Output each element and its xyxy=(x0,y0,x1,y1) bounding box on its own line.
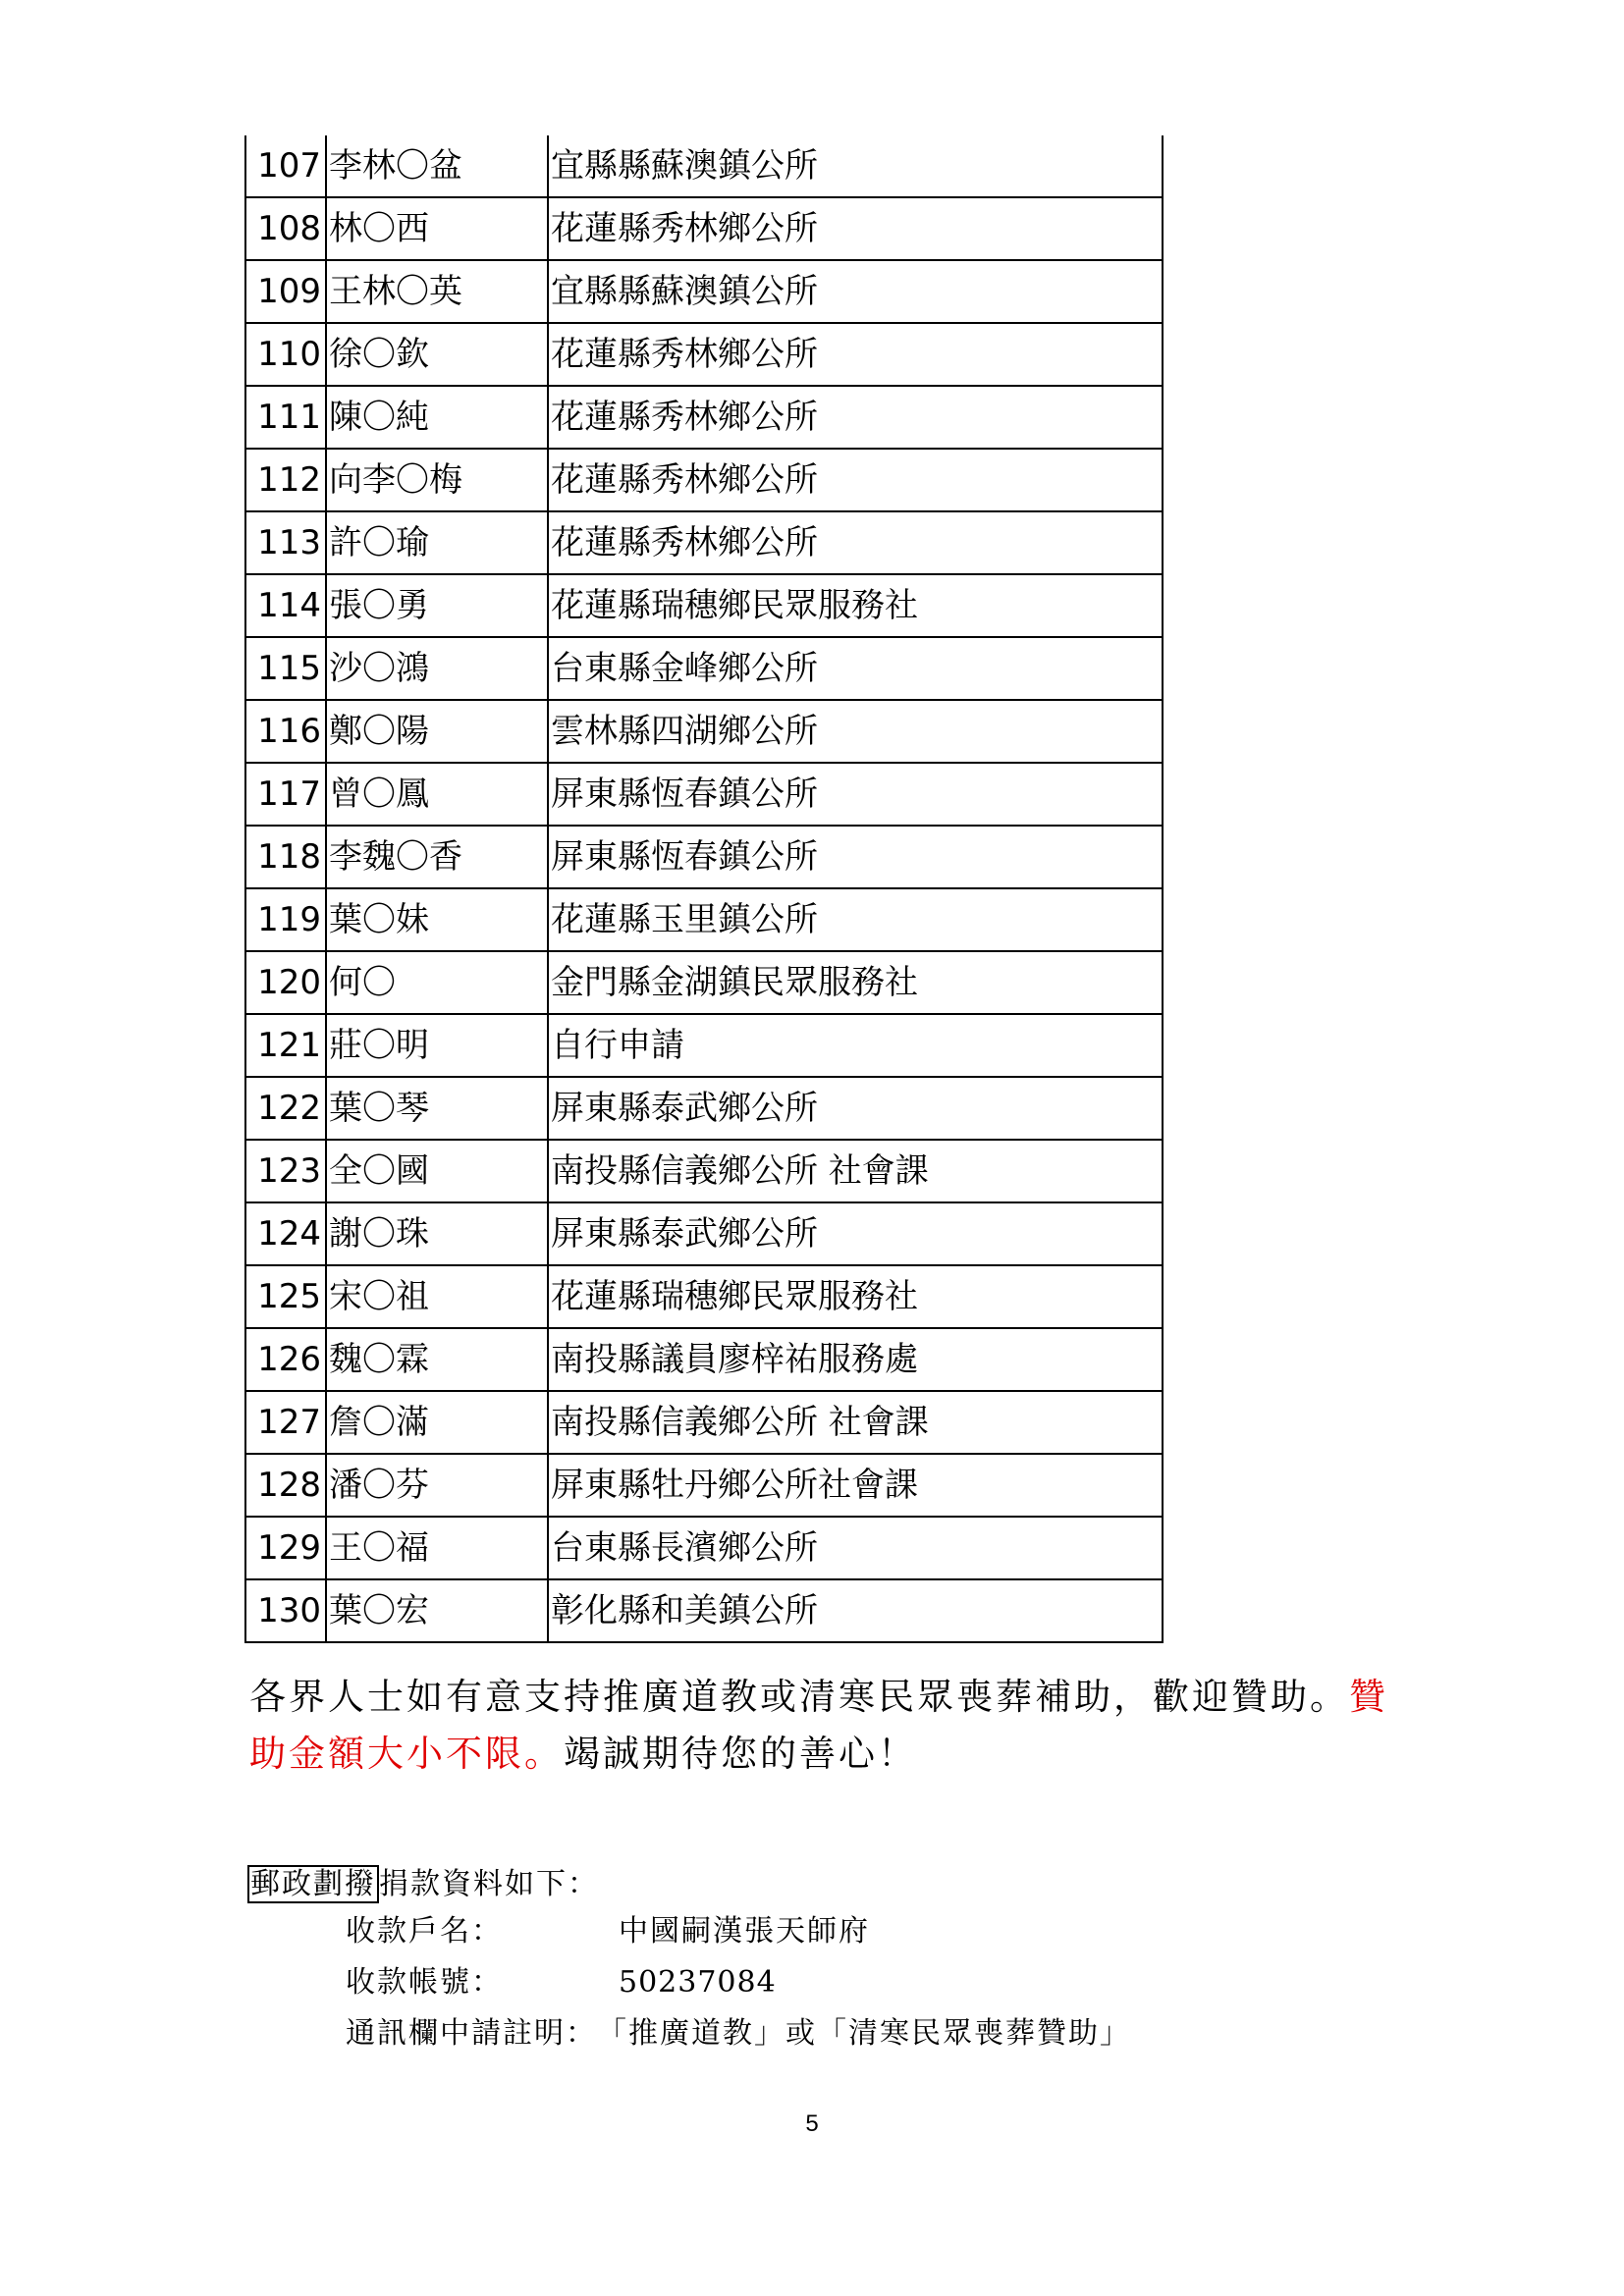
recipient-name: 曾〇鳳 xyxy=(326,763,548,826)
referring-organization: 台東縣金峰鄉公所 xyxy=(548,637,1163,700)
row-number: 125 xyxy=(245,1265,326,1328)
row-number: 121 xyxy=(245,1014,326,1077)
table-row xyxy=(245,700,1163,763)
row-number: 110 xyxy=(245,323,326,386)
row-number: 122 xyxy=(245,1077,326,1140)
row-number: 120 xyxy=(245,951,326,1014)
account-number-label: 收款帳號： xyxy=(346,1965,503,2000)
postal-transfer-heading xyxy=(247,1863,599,1906)
table-row xyxy=(245,1328,1163,1391)
donation-appeal xyxy=(249,1669,1408,1783)
referring-organization: 金門縣金湖鎮民眾服務社 xyxy=(548,951,1163,1014)
referring-organization: 屏東縣恆春鎮公所 xyxy=(548,826,1163,888)
table-row xyxy=(245,1265,1163,1328)
row-number: 128 xyxy=(245,1454,326,1517)
row-number: 114 xyxy=(245,574,326,637)
referring-organization: 台東縣長濱鄉公所 xyxy=(548,1517,1163,1579)
recipient-name: 全〇國 xyxy=(326,1140,548,1202)
row-number: 124 xyxy=(245,1202,326,1265)
recipient-name: 林〇西 xyxy=(326,197,548,260)
appeal-highlight: 贊助金額大小不限。 xyxy=(249,1676,1388,1775)
account-number-row xyxy=(346,1961,777,2004)
row-number: 126 xyxy=(245,1328,326,1391)
table-row xyxy=(245,1579,1163,1642)
recipient-name: 陳〇純 xyxy=(326,386,548,449)
table-row xyxy=(245,1517,1163,1579)
table-row xyxy=(245,1202,1163,1265)
recipient-name: 宋〇祖 xyxy=(326,1265,548,1328)
table-row xyxy=(245,1391,1163,1454)
memo-label: 通訊欄中請註明： xyxy=(346,2016,597,2051)
referring-organization: 屏東縣恆春鎮公所 xyxy=(548,763,1163,826)
referring-organization: 雲林縣四湖鄉公所 xyxy=(548,700,1163,763)
account-name-row xyxy=(346,1910,870,1953)
recipient-name: 莊〇明 xyxy=(326,1014,548,1077)
referring-organization: 屏東縣泰武鄉公所 xyxy=(548,1202,1163,1265)
referring-organization: 花蓮縣秀林鄉公所 xyxy=(548,386,1163,449)
referring-organization: 花蓮縣瑞穗鄉民眾服務社 xyxy=(548,574,1163,637)
table-row xyxy=(245,763,1163,826)
referring-organization: 花蓮縣秀林鄉公所 xyxy=(548,511,1163,574)
row-number: 108 xyxy=(245,197,326,260)
row-number: 112 xyxy=(245,449,326,511)
recipient-name: 鄭〇陽 xyxy=(326,700,548,763)
appeal-closing: 竭誠期待您的善心！ xyxy=(564,1733,917,1775)
table-row xyxy=(245,1014,1163,1077)
recipient-name: 許〇瑜 xyxy=(326,511,548,574)
recipient-name: 葉〇妹 xyxy=(326,888,548,951)
postal-transfer-label: 郵政劃撥 xyxy=(247,1865,379,1903)
referring-organization: 南投縣信義鄉公所 社會課 xyxy=(548,1391,1163,1454)
referring-organization: 花蓮縣玉里鎮公所 xyxy=(548,888,1163,951)
recipient-name: 向李〇梅 xyxy=(326,449,548,511)
recipient-name: 葉〇琴 xyxy=(326,1077,548,1140)
row-number: 123 xyxy=(245,1140,326,1202)
row-number: 127 xyxy=(245,1391,326,1454)
postal-heading-text: 捐款資料如下： xyxy=(379,1867,599,1901)
row-number: 109 xyxy=(245,260,326,323)
referring-organization: 屏東縣牡丹鄉公所社會課 xyxy=(548,1454,1163,1517)
referring-organization: 宜縣縣蘇澳鎮公所 xyxy=(548,135,1163,197)
recipient-name: 詹〇滿 xyxy=(326,1391,548,1454)
table-row xyxy=(245,637,1163,700)
referring-organization: 南投縣信義鄉公所 社會課 xyxy=(548,1140,1163,1202)
account-name-value: 中國嗣漢張天師府 xyxy=(619,1914,870,1949)
account-name-label: 收款戶名： xyxy=(346,1914,503,1949)
table-row xyxy=(245,1140,1163,1202)
referring-organization: 宜縣縣蘇澳鎮公所 xyxy=(548,260,1163,323)
table-row xyxy=(245,386,1163,449)
recipient-name: 張〇勇 xyxy=(326,574,548,637)
recipient-name: 葉〇宏 xyxy=(326,1579,548,1642)
table-row xyxy=(245,135,1163,197)
recipient-table xyxy=(244,135,1164,1643)
row-number: 117 xyxy=(245,763,326,826)
recipient-name: 李林〇盆 xyxy=(326,135,548,197)
recipient-name: 謝〇珠 xyxy=(326,1202,548,1265)
recipient-name: 沙〇鴻 xyxy=(326,637,548,700)
table-row xyxy=(245,323,1163,386)
table-row xyxy=(245,1454,1163,1517)
table-row xyxy=(245,951,1163,1014)
row-number: 107 xyxy=(245,135,326,197)
account-number-value: 50237084 xyxy=(619,1965,777,2000)
referring-organization: 南投縣議員廖梓祐服務處 xyxy=(548,1328,1163,1391)
recipient-name: 何〇 xyxy=(326,951,548,1014)
row-number: 119 xyxy=(245,888,326,951)
recipient-name: 王林〇英 xyxy=(326,260,548,323)
referring-organization: 彰化縣和美鎮公所 xyxy=(548,1579,1163,1642)
referring-organization: 花蓮縣秀林鄉公所 xyxy=(548,197,1163,260)
recipient-name: 李魏〇香 xyxy=(326,826,548,888)
referring-organization: 屏東縣泰武鄉公所 xyxy=(548,1077,1163,1140)
referring-organization: 花蓮縣秀林鄉公所 xyxy=(548,323,1163,386)
recipient-name: 王〇福 xyxy=(326,1517,548,1579)
memo-row xyxy=(346,2012,1131,2056)
appeal-text: 各界人士如有意支持推廣道教或清寒民眾喪葬補助，歡迎贊助。 xyxy=(249,1676,1349,1718)
row-number: 129 xyxy=(245,1517,326,1579)
memo-value: 「推廣道教」或「清寒民眾喪葬贊助」 xyxy=(597,2016,1131,2051)
table-row xyxy=(245,449,1163,511)
recipient-table-body xyxy=(245,135,1163,1642)
recipient-name: 潘〇芬 xyxy=(326,1454,548,1517)
row-number: 116 xyxy=(245,700,326,763)
table-row xyxy=(245,511,1163,574)
referring-organization: 花蓮縣瑞穗鄉民眾服務社 xyxy=(548,1265,1163,1328)
row-number: 115 xyxy=(245,637,326,700)
row-number: 118 xyxy=(245,826,326,888)
referring-organization: 自行申請 xyxy=(548,1014,1163,1077)
row-number: 111 xyxy=(245,386,326,449)
table-row xyxy=(245,888,1163,951)
table-row xyxy=(245,197,1163,260)
row-number: 130 xyxy=(245,1579,326,1642)
recipient-name: 魏〇霖 xyxy=(326,1328,548,1391)
recipient-name: 徐〇欽 xyxy=(326,323,548,386)
table-row xyxy=(245,1077,1163,1140)
table-row xyxy=(245,826,1163,888)
table-row xyxy=(245,574,1163,637)
page-number: 5 xyxy=(805,2110,819,2137)
row-number: 113 xyxy=(245,511,326,574)
referring-organization: 花蓮縣秀林鄉公所 xyxy=(548,449,1163,511)
table-row xyxy=(245,260,1163,323)
